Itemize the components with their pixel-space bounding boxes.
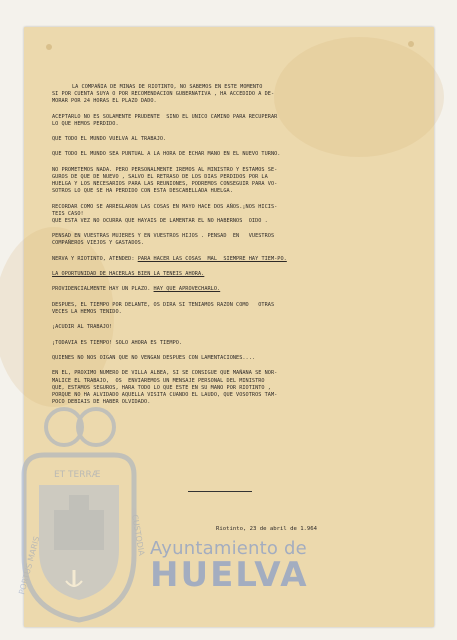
paragraph-line: MALICE EL TRABAJO, OS ENVIAREMOS UN MENSAJE PERSONAL DEL MINISTRO — [52, 377, 265, 384]
document-paragraph — [52, 204, 392, 225]
paragraph-line: RECORDAR COMO SE ARREGLARON LAS COSAS EN MAYO HACE DOS AÑOS.¡NOS HICIS- — [52, 203, 278, 210]
paragraph-line: ¡TODAVIA ES TIEMPO! SOLO AHORA ES TIEMPO. — [52, 339, 183, 346]
punch-hole — [408, 41, 414, 47]
paragraph-line: PROVIDENCIALMENTE HAY UN PLAZO. — [52, 286, 154, 293]
punch-hole — [46, 44, 52, 50]
document-paragraph — [52, 324, 392, 331]
paragraph-line: ¡ACUDIR AL TRABAJO! — [52, 324, 113, 331]
paragraph-line: LA OPORTUNIDAD DE HACERLAS BIEN LA TENEIS AHORA. — [52, 270, 205, 277]
paragraph-line: QUE, ESTAMOS SEGUROS, HARA TODO LO QUE ESTE EN SU MANO POR RIOTINTO , — [52, 384, 271, 391]
underlined-phrase: HAY QUE APROVECHARLO. — [153, 286, 221, 293]
document-paragraph — [52, 302, 392, 316]
watermark-line1: Ayuntamiento de — [150, 538, 307, 559]
paragraph-line: SI POR CUENTA SUYA O POR RECOMENDACION GUBERNATIVA , HA ACCEDIDO A DE- — [52, 91, 275, 98]
document-paragraph — [52, 84, 392, 105]
huelva-watermark — [150, 538, 450, 595]
paragraph-line: HUELGA Y LOS NECESARIOS PARA LAS REUNIONES, PODREMOS CONSEGUIR PARA VO- — [52, 181, 278, 188]
paragraph-line: MORAR POR 24 HORAS EL PLAZO DADO. — [52, 98, 157, 105]
paragraph-line: NERVA Y RIOTINTO, ATENDED: — [52, 255, 138, 262]
paragraph-line: PENSAD EN VUESTRAS MUJERES Y EN VUESTROS HIJOS . PENSAD EN VUESTROS — [52, 233, 275, 240]
document-paragraph — [52, 271, 392, 278]
document-paragraph — [52, 286, 392, 293]
paragraph-line: LO QUE HEMOS PERDIDO. — [52, 120, 119, 127]
document-paragraph — [52, 114, 392, 128]
document-paragraph — [52, 340, 392, 347]
document-body — [52, 84, 392, 414]
paragraph-line: COMPAÑEROS VIEJOS Y GASTADOS. — [52, 240, 145, 247]
seal-text-right: CUSTODIA — [130, 513, 147, 557]
paragraph-line: QUE ESTA VEZ NO OCURRA QUE HAYAIS DE LAMENTAR EL NO HABERNOS OIDO . — [52, 217, 268, 224]
paragraph-line: LA COMPAÑIA DE MINAS DE RIOTINTO, NO SABEMOS EN ESTE MOMENTO — [72, 84, 263, 90]
paragraph-line: DESPUES, EL TIEMPO POR DELANTE, OS DIRA SI TENIAMOS RAZON COMO OTRAS — [52, 301, 275, 308]
seal-text-left: PORTUS MARIS — [17, 535, 42, 596]
paragraph-line: QUIENES NO NOS OIGAN QUE NO VENGAN DESPUES CON LAMENTACIONES.... — [52, 355, 256, 362]
paragraph-line: ACEPTARLO NO ES SOLAMENTE PRUDENTE SINO EL UNICO CAMINO PARA RECUPERAR — [52, 113, 278, 120]
paragraph-line: QUE TODO EL MUNDO VUELVA AL TRABAJO. — [52, 136, 167, 143]
document-paragraph — [52, 151, 392, 158]
signature-line: Riotinto, 23 de abril de 1.964 — [216, 526, 318, 532]
paragraph-line: POCO DEBIAIS DE HABER OLVIDADO. — [52, 398, 151, 405]
document-paragraph — [52, 256, 392, 263]
huelva-coat-of-arms-watermark — [14, 395, 147, 625]
document-paragraph — [52, 167, 392, 195]
paragraph-line: SOTROS LO QUE SE HA PERDIDO CON ESTA DESCABELLADA HUELGA. — [52, 188, 233, 195]
watermark-line2: HUELVA — [150, 555, 309, 595]
paragraph-line: VECES LA HEMOS TENIDO. — [52, 308, 122, 315]
paragraph-line: TEIS CASO! — [52, 210, 84, 217]
underlined-phrase: PARA HACER LAS COSAS MAL SIEMPRE HAY TIEM-PO. — [137, 255, 287, 262]
seal-text-top: ET TERRÆ — [54, 470, 101, 480]
paragraph-line: NO PROMETEMOS NADA. PERO PERSONALMENTE IREMOS AL MINISTRO Y ESTAMOS SE- — [52, 166, 278, 173]
paragraph-line: QUE TODO EL MUNDO SEA PUNTUAL A LA HORA DE ECHAR MANO EN EL NUEVO TURNO. — [52, 151, 281, 158]
paragraph-line: EN EL, PROXIMO NUMERO DE VILLA ALBEA, SI SE CONSIGUE QUE MAÑANA SE NOR- — [52, 370, 278, 377]
paragraph-line: GUROS DE QUE DE NUEVO , SALVO EL RETRASO DE LOS DIAS PERDIDOS POR LA — [52, 173, 268, 180]
paragraph-line: PORQUE NO HA ALVIDADO AQUELLA VISITA CUANDO EL LAUDO, QUE VOSOTROS TAM- — [52, 391, 278, 398]
document-paragraph — [52, 233, 392, 247]
document-paragraph — [52, 136, 392, 143]
separator-line — [188, 491, 252, 492]
document-paragraph — [52, 355, 392, 362]
